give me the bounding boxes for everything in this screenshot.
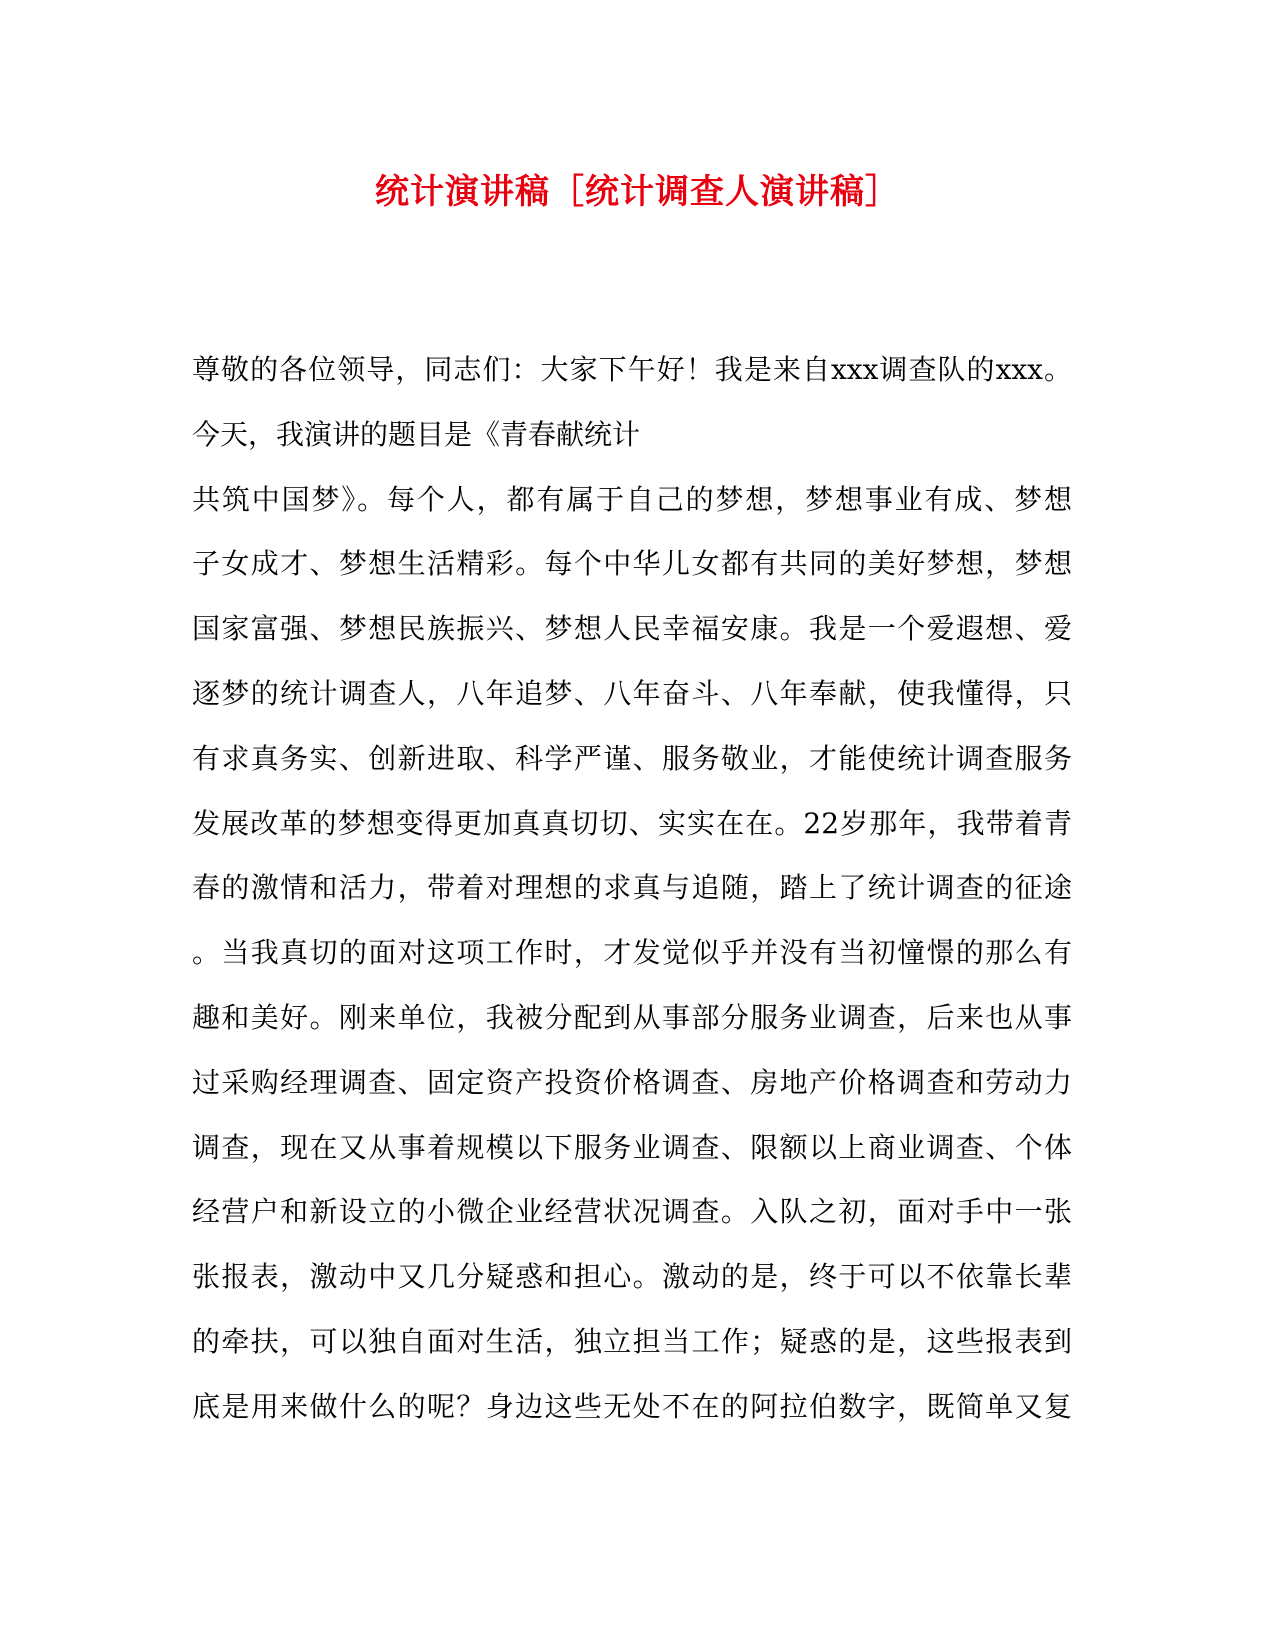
- body-line: 有求真务实、创新进取、科学严谨、服务敬业，才能使统计调查服务: [192, 741, 1072, 775]
- body-line: 张报表，激动中又几分疑惑和担心。激动的是，终于可以不依靠长辈: [192, 1260, 1072, 1294]
- document-body: [192, 349, 1072, 1451]
- body-line: 逐梦的统计调查人，八年追梦、八年奋斗、八年奉献，使我懂得，只: [192, 676, 1072, 710]
- body-line: 今天，我演讲的题目是《青春献统计: [192, 417, 641, 451]
- body-line: 国家富强、梦想民族振兴、梦想人民幸福安康。我是一个爱遐想、爱: [192, 612, 1072, 646]
- document-title: 统计演讲稿［统计调查人演讲稿］: [375, 172, 900, 212]
- body-line: 经营户和新设立的小微企业经营状况调查。入队之初，面对手中一张: [192, 1195, 1072, 1229]
- body-line: 的牵扶，可以独自面对生活，独立担当工作；疑惑的是，这些报表到: [192, 1324, 1072, 1358]
- body-line: 调查，现在又从事着规模以下服务业调查、限额以上商业调查、个体: [192, 1130, 1072, 1164]
- body-line: 共筑中国梦》。每个人，都有属于自己的梦想，梦想事业有成、梦想: [192, 482, 1072, 516]
- body-line: 子女成才、梦想生活精彩。每个中华儿女都有共同的美好梦想，梦想: [192, 547, 1072, 581]
- body-line: 发展改革的梦想变得更加真真切切、实实在在。22岁那年，我带着青: [192, 806, 1072, 840]
- body-line: 趣和美好。刚来单位，我被分配到从事部分服务业调查，后来也从事: [192, 1000, 1072, 1034]
- body-line: 春的激情和活力，带着对理想的求真与追随，踏上了统计调查的征途: [192, 871, 1072, 905]
- body-line: 尊敬的各位领导，同志们：大家下午好！我是来自xxx调查队的xxx。: [192, 353, 1072, 386]
- body-line: 。当我真切的面对这项工作时，才发觉似乎并没有当初憧憬的那么有: [192, 936, 1072, 970]
- body-line: 过采购经理调查、固定资产投资价格调查、房地产价格调查和劳动力: [192, 1065, 1072, 1099]
- body-line: 底是用来做什么的呢？身边这些无处不在的阿拉伯数字，既简单又复: [192, 1389, 1072, 1423]
